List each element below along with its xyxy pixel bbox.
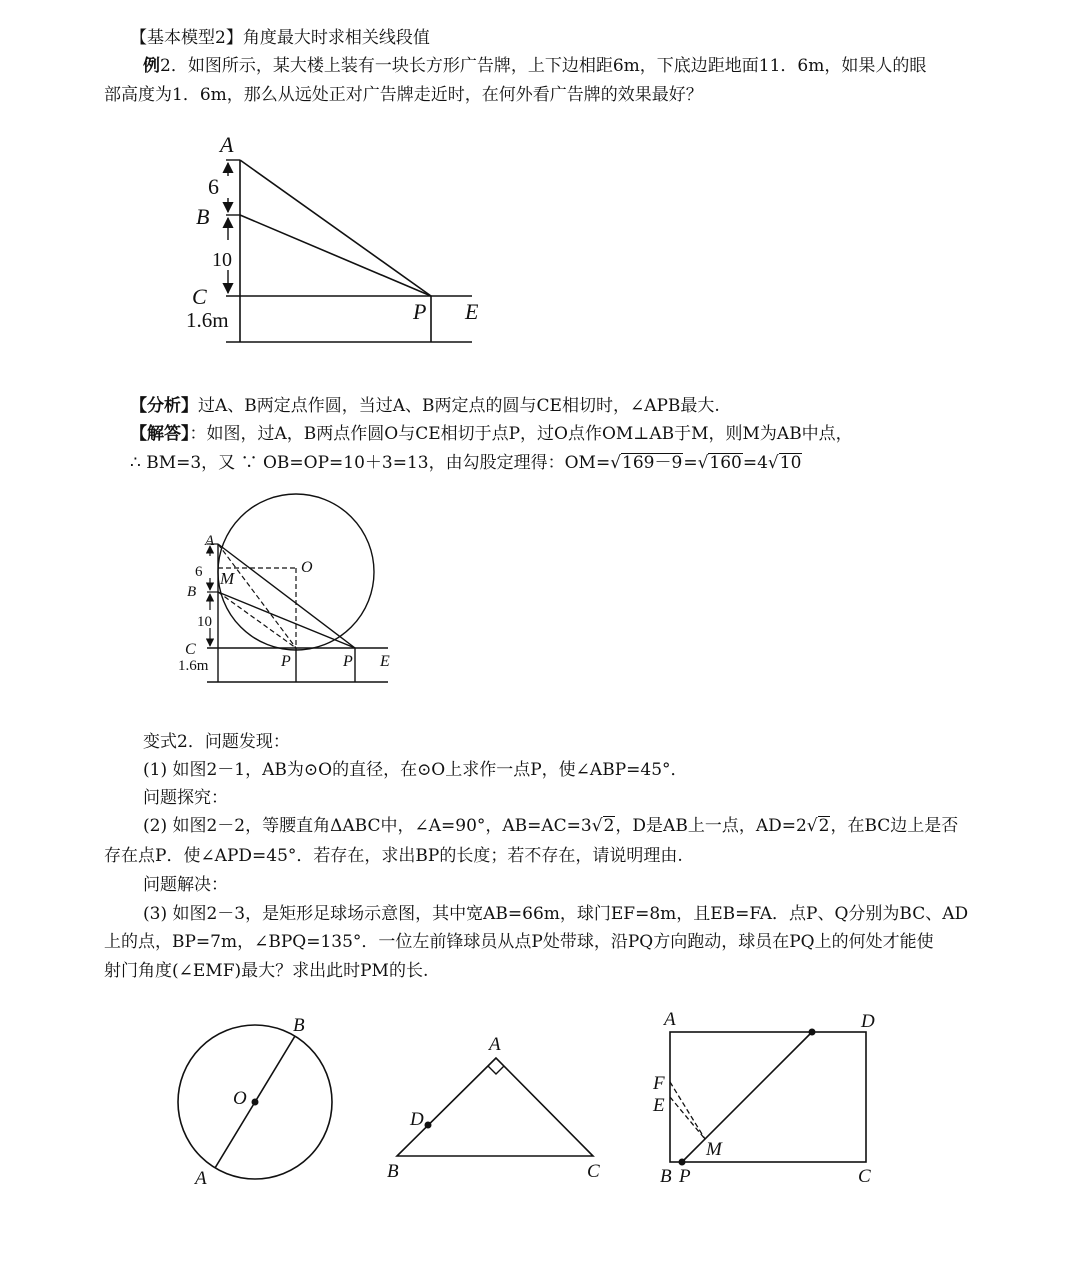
example-text-1: 2．如图所示，某大楼上装有一块长方形广告牌，上下边相距6m，下底边距地面11．6m，如果人的眼 (160, 56, 927, 76)
fig5-label-c: C (858, 1166, 871, 1187)
figure-circle-tangent (175, 492, 415, 692)
variant-q2-radical-1: 2 (603, 816, 615, 836)
variant-q2-radical-2: 2 (818, 816, 830, 836)
figure-2-3-field (650, 1005, 890, 1190)
fig1-label-p: P (413, 299, 427, 324)
figure-billboard (180, 132, 500, 352)
fig4-label-a: A (489, 1034, 501, 1055)
fig5-label-f: F (653, 1073, 665, 1094)
fig5-label-m: M (706, 1139, 722, 1160)
variant-q2-text-a: (2) 如图2－2，等腰直角ΔABC中，∠A=90°，AB=AC=3 (143, 816, 592, 836)
fig5-label-e: E (653, 1095, 665, 1116)
fig2-label-height: 1.6m (178, 658, 209, 674)
fig2-label-o: O (301, 559, 313, 576)
fig1-label-6: 6 (208, 174, 219, 199)
fig1-label-e: E (465, 299, 479, 324)
fig1-label-c: C (192, 284, 207, 309)
fig5-label-b: B (660, 1166, 672, 1187)
variant-q2-text-b: ，D是AB上一点，AD=2 (615, 816, 807, 836)
variant-explore: 问题探究： (143, 788, 228, 808)
fig5-label-a: A (664, 1009, 676, 1030)
fig5-label-p: P (679, 1166, 691, 1187)
fig2-label-a: A (205, 533, 215, 549)
fig3-label-b: B (293, 1015, 305, 1036)
fig2-label-p1: P (281, 653, 291, 670)
figure-2-2-triangle (385, 1030, 615, 1180)
example-label: 例 (143, 56, 160, 76)
fig2-label-10: 10 (197, 614, 212, 630)
example-line-2: 部高度为1．6m，那么从远处正对广告牌走近时，在何外看广告牌的效果最好？ (104, 85, 703, 105)
variant-q2-text-c: ，在BC边上是否 (830, 816, 959, 836)
radical-2: 160 (709, 453, 742, 473)
fig2-label-6: 6 (195, 564, 203, 580)
fig1-label-a: A (220, 132, 234, 157)
variant-q2-line-2: 存在点P．使∠APD=45°．若存在，求出BP的长度；若不存在，请说明理由. (104, 846, 683, 866)
answer-text-2: ∴ BM=3，又 ∵ OB=OP=10＋3=13，由勾股定理得：OM= (130, 453, 611, 473)
fig4-label-d: D (410, 1109, 424, 1130)
variant-q2-line-1: (2) 如图2－2，等腰直角ΔABC中，∠A=90°，AB=AC=3√2，D是AB上一点，AD=2√2，在BC边上是否 (143, 816, 959, 836)
analysis-text: 过A、B两定点作圆，当过A、B两定点的圆与CE相切时，∠APB最大. (198, 396, 720, 416)
variant-q3-line-3: 射门角度(∠EMF)最大？求出此时PM的长. (104, 961, 429, 981)
fig3-label-a: A (195, 1168, 207, 1189)
variant-solve: 问题解决： (143, 875, 228, 895)
analysis-label: 【分析】 (130, 396, 198, 416)
fig2-label-e: E (380, 653, 390, 670)
section-heading: 【基本模型2】角度最大时求相关线段值 (130, 28, 430, 48)
fig4-label-c: C (587, 1161, 600, 1182)
fig2-label-m: M (220, 569, 235, 588)
fig2-label-p2: P (343, 653, 353, 670)
answer-line-1 (130, 423, 853, 445)
equals-1: = (683, 453, 698, 473)
answer-text-1: ：如图，过A，B两点作圆O与CE相切于点P，过O点作OM⊥AB于M，则M为AB中点， (189, 424, 853, 444)
example-line-1 (143, 55, 926, 77)
equals-2: =4 (742, 453, 768, 473)
variant-q3-line-2: 上的点，BP=7m，∠BPQ=135°．一位左前锋球员从点P处带球，沿PQ方向跑动，球员在PQ上的何处才能使 (104, 932, 934, 952)
fig1-label-height: 1.6m (186, 308, 229, 332)
variant-q3-line-1: (3) 如图2－3，是矩形足球场示意图，其中宽AB=66m，球门EF=8m，且EB=FA．点P、Q分别为BC、AD (143, 904, 969, 924)
fig2-label-b: B (187, 584, 197, 600)
fig5-label-d: D (861, 1011, 875, 1032)
fig2-label-c: C (185, 641, 196, 658)
variant-q1: (1) 如图2－1，AB为⊙O的直径，在⊙O上求作一点P，使∠ABP=45°． (143, 760, 688, 780)
fig3-label-o: O (233, 1088, 247, 1109)
figure-2-1-circle (170, 1010, 350, 1190)
fig4-label-b: B (387, 1161, 399, 1182)
radical-3: 10 (779, 453, 802, 473)
variant-title: 变式2．问题发现： (143, 732, 290, 752)
analysis-line (130, 395, 720, 417)
answer-line-2: ∴ BM=3，又 ∵ OB=OP=10＋3=13，由勾股定理得：OM=√169－9=√160=4√10 (130, 453, 802, 473)
fig1-label-b: B (196, 204, 210, 229)
radical-1: 169－9 (622, 453, 683, 473)
answer-label: 【解答】 (130, 424, 190, 444)
fig1-label-10: 10 (212, 249, 232, 271)
